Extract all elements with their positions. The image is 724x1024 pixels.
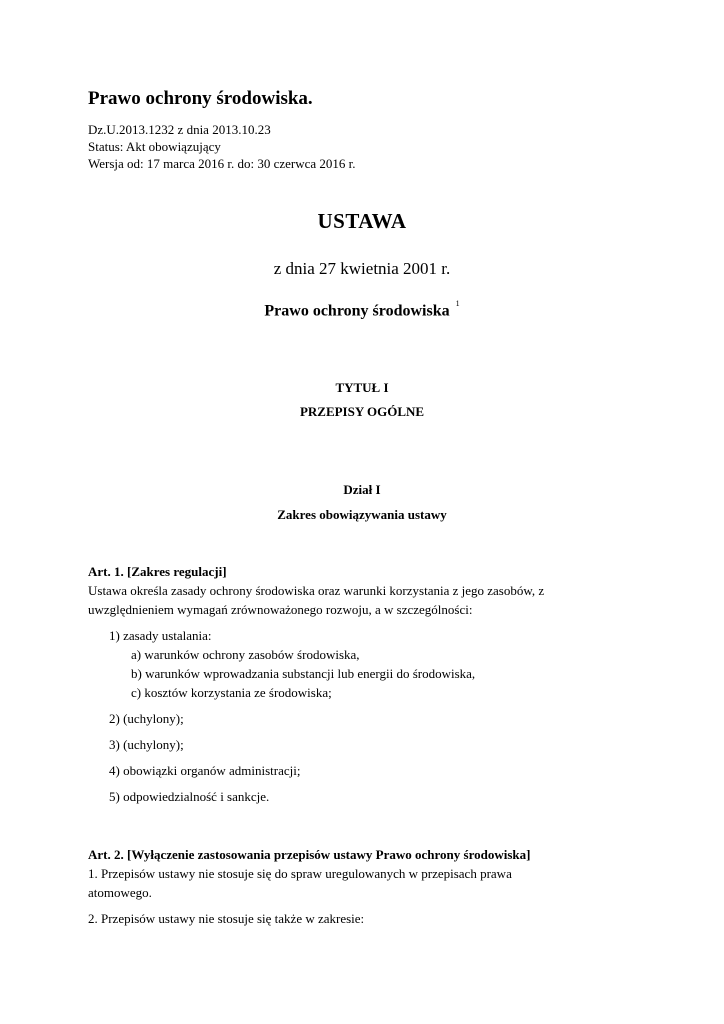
- art1-item: 4) obowiązki organów administracji;: [109, 763, 301, 778]
- art2-paragraph2: 2. Przepisów ustawy nie stosuje się także w zakresie:: [88, 911, 365, 926]
- art2-paragraph1-line1: 1. Przepisów ustawy nie stosuje się do spraw uregulowanych w przepisach prawa: [88, 866, 512, 881]
- art1-subitem: a) warunków ochrony zasobów środowiska,: [131, 647, 360, 662]
- art2-paragraph1-line2: atomowego.: [88, 885, 152, 900]
- art1-intro-line1: Ustawa określa zasady ochrony środowiska oraz warunki korzystania z jego zasobów, z: [88, 583, 545, 598]
- footnote-ref: 1: [455, 299, 460, 308]
- art1-item: 1) zasady ustalania:: [109, 628, 212, 643]
- dzial-label: Dział I: [343, 482, 381, 497]
- art1-subitem: b) warunków wprowadzania substancji lub energii do środowiska,: [131, 666, 476, 681]
- art1-item: 2) (uchylony);: [109, 711, 184, 726]
- art1-item: 5) odpowiedzialność i sankcje.: [109, 789, 270, 804]
- ustawa-heading: USTAWA: [317, 209, 407, 233]
- art2-heading: Art. 2. [Wyłączenie zastosowania przepisów ustawy Prawo ochrony środowiska]: [88, 847, 531, 862]
- art1-subitem: c) kosztów korzystania ze środowiska;: [131, 685, 332, 700]
- tytul-label: TYTUŁ I: [335, 380, 389, 395]
- act-name: [0, 299, 724, 320]
- status-line: Status: Akt obowiązujący: [88, 139, 221, 154]
- tytul-name: PRZEPISY OGÓLNE: [299, 404, 425, 419]
- art1-intro-line2: uwzględnieniem wymagań zrównoważonego rozwoju, a w szczególności:: [88, 602, 473, 617]
- dzial-name: Zakres obowiązywania ustawy: [277, 507, 447, 522]
- document-title: Prawo ochrony środowiska.: [88, 88, 313, 109]
- version-line: Wersja od: 17 marca 2016 r. do: 30 czerwca 2016 r.: [88, 156, 356, 171]
- ustawa-date: z dnia 27 kwietnia 2001 r.: [273, 259, 451, 278]
- journal-reference: Dz.U.2013.1232 z dnia 2013.10.23: [88, 122, 271, 137]
- art1-item: 3) (uchylony);: [109, 737, 184, 752]
- act-name-text: Prawo ochrony środowiska: [264, 302, 450, 320]
- art1-heading: Art. 1. [Zakres regulacji]: [88, 564, 227, 579]
